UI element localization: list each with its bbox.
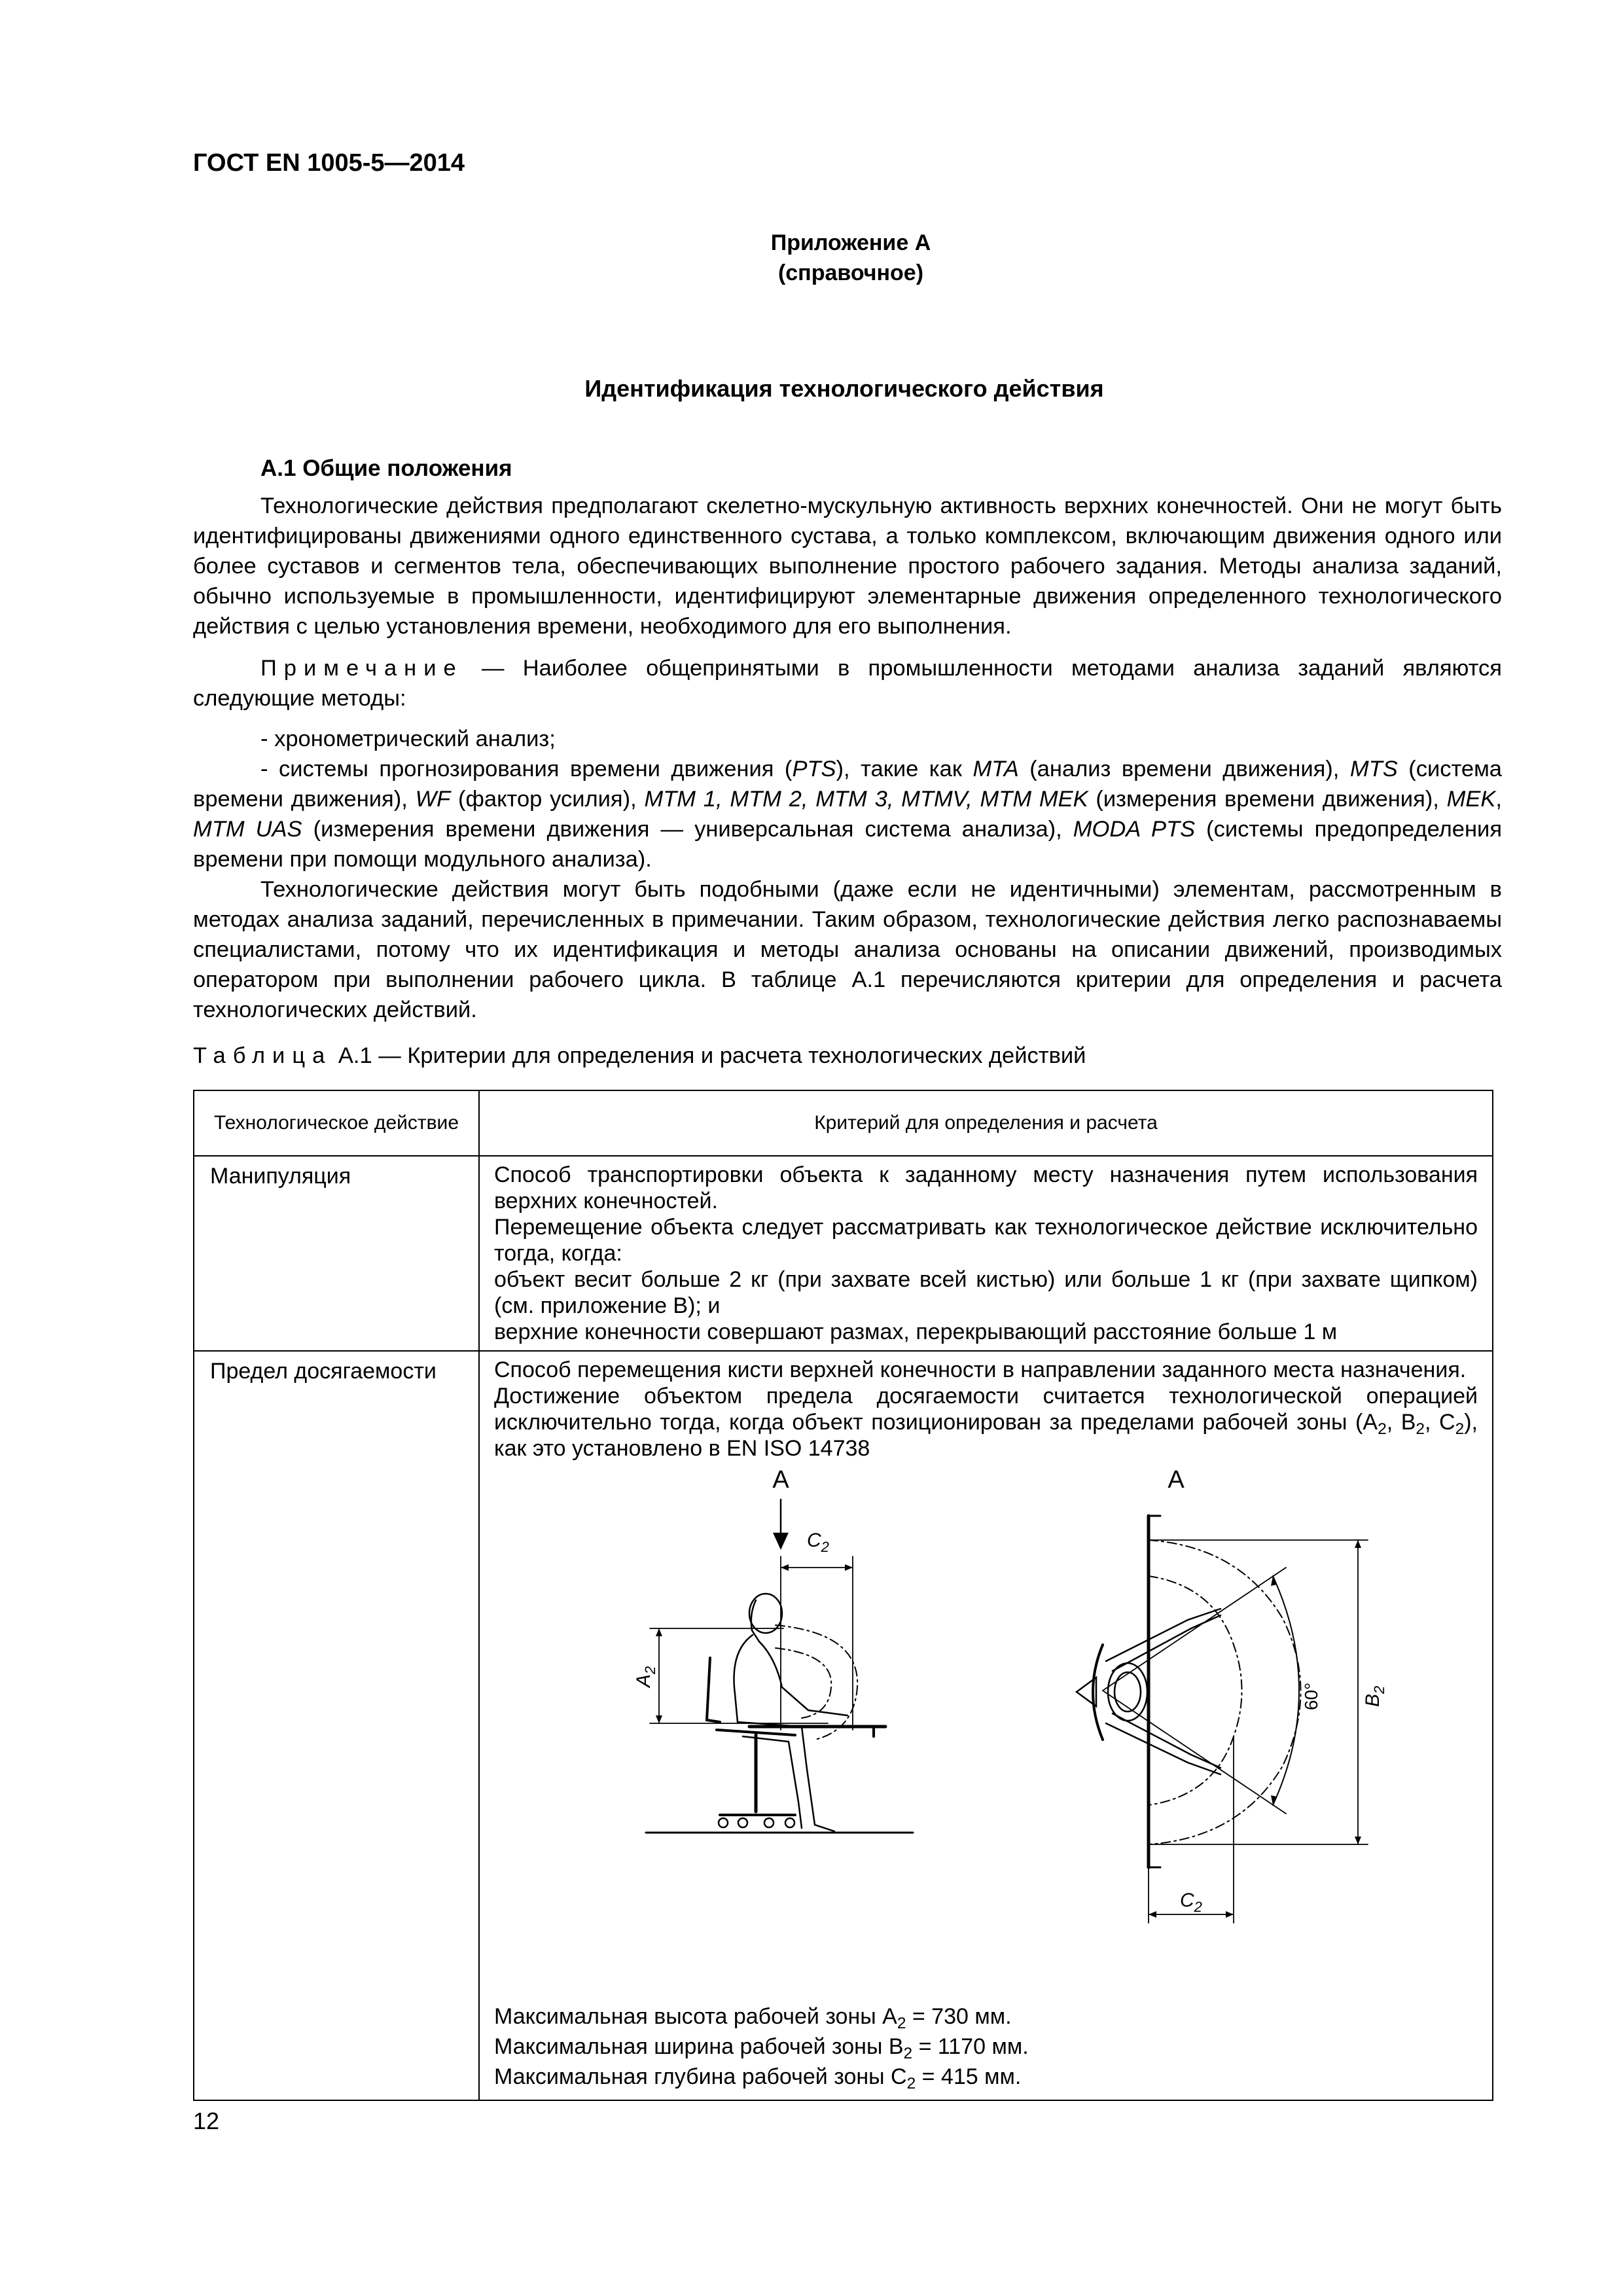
- note-text: — Наиболее общепринятыми в промышленности методами анализа заданий являются следующие методы:: [193, 656, 1502, 711]
- dim-width: [494, 2032, 1478, 2062]
- zone-b: B: [1400, 1410, 1416, 1435]
- dim-sub: 2: [897, 2014, 906, 2032]
- criteria-line: Способ транспортировки объекта к заданному месту назначения путем использования верхних конечностей.: [494, 1162, 1478, 1213]
- chair-wheel-icon: [738, 1818, 747, 1827]
- general-paragraph: [193, 491, 1502, 641]
- zone-dimensions: [494, 2001, 1478, 2094]
- abbr-mtm-uas: MTM UAS: [193, 817, 302, 842]
- back-icon: [734, 1635, 753, 1722]
- dim-c-symbol: C: [807, 1530, 821, 1551]
- cell-action: Манипуляция: [194, 1156, 479, 1351]
- arm-icon: [759, 1641, 847, 1715]
- left-arm-inner-icon: [1113, 1615, 1221, 1671]
- bullet-text: - системы прогнозирования времени движения (: [260, 757, 793, 781]
- dim-symbol: B: [888, 2034, 904, 2059]
- bullet-text: ), такие как: [836, 757, 973, 781]
- table-row: [194, 1156, 1493, 1351]
- chair-wheel-icon: [764, 1818, 774, 1827]
- header-action: Технологическое действие: [194, 1090, 479, 1156]
- abbr-pts: PTS: [792, 757, 836, 781]
- head-icon: [749, 1594, 782, 1633]
- dim-a-symbol: A: [633, 1674, 654, 1687]
- cell-action: Предел досягаемости: [194, 1351, 479, 2100]
- bullet-pts: [193, 754, 1502, 874]
- abbr-mts: MTS: [1349, 757, 1398, 781]
- inner-reach-arc: [776, 1648, 831, 1718]
- bullet-text: (анализ времени движения),: [1018, 757, 1350, 781]
- section-title: А.1 Общие положения: [260, 456, 512, 481]
- dim-c-label: [807, 1530, 829, 1555]
- zone-sep: ,: [1425, 1410, 1440, 1435]
- zone-sub: 2: [1416, 1420, 1425, 1438]
- inner-reach-arc: [1149, 1576, 1242, 1805]
- zone-a: A: [1363, 1410, 1378, 1435]
- note-label: Примечание: [260, 656, 463, 681]
- page-number: 12: [193, 2108, 220, 2134]
- angle-line-bottom: [1103, 1691, 1286, 1814]
- table-row: [194, 1351, 1493, 2100]
- right-arm-inner-icon: [1113, 1713, 1221, 1768]
- bullet-text: (измерения времени движения — универсальная система анализа),: [302, 817, 1073, 842]
- view-label-side: A: [772, 1466, 789, 1494]
- bullet-text: ,: [1495, 787, 1502, 812]
- chair-wheel-icon: [719, 1818, 728, 1827]
- angle-label: 60°: [1301, 1682, 1321, 1710]
- cell-criteria: [479, 1156, 1493, 1351]
- dim-text: Максимальная ширина рабочей зоны: [494, 2034, 889, 2059]
- dim-value: = 730 мм.: [906, 2004, 1012, 2029]
- criteria-line: [494, 1383, 1478, 1462]
- chair-back-icon: [707, 1658, 720, 1722]
- bullet-text: (измерения времени движения),: [1088, 787, 1447, 812]
- paragraph-3: Технологические действия могут быть подобными (даже если не идентичными) элементам, рассмотренным в методах анализа заданий, перечисленных в примечании. Таким образом, технологические действия легко распознаваемы специалистами, потому что их идентификация и методы анализа основаны на описании движений, производимых оператором при выполнении рабочего цикла. В таблице А.1 перечисляются критерии для определения и расчета технологических действий.: [193, 877, 1502, 1022]
- top-view: [1077, 1516, 1368, 1923]
- paragraph-1: Технологические действия предполагают скелетно-мускульную активность верхних конечностей. Они не могут быть идентифицированы движениями одного единственного сустава, а только комплексом, включающим движения одного или более суставов и сегментов тела, обеспечивающих выполнение простого рабочего задания. Методы анализа заданий, обычно используемые в промышленности, идентифицируют элементарные движения определенного технологического действия с целью установления времени, необходимого для его выполнения.: [193, 493, 1502, 639]
- dim-c-sub: 2: [821, 1539, 829, 1555]
- abbr-mta: MTA: [972, 757, 1019, 781]
- dim-depth: [494, 2062, 1478, 2092]
- annex-type: (справочное): [777, 260, 924, 285]
- header-criteria: Критерий для определения и расчета: [479, 1090, 1493, 1156]
- zone-sub: 2: [1455, 1420, 1465, 1438]
- standard-id: ГОСТ EN 1005-5—2014: [193, 149, 465, 177]
- criteria-text: Достижение объектом предела досягаемости считается технологической операцией исключительно тогда, когда объект позиционирован за пределами рабочей зоны (: [494, 1384, 1478, 1435]
- dim-c-top-symbol: C: [1180, 1890, 1194, 1911]
- criteria-line: Перемещение объекта следует рассматривать как технологическое действие исключительно тогда, когда:: [494, 1215, 1478, 1266]
- note-paragraph: [193, 653, 1502, 713]
- abbr-wf: WF: [415, 787, 451, 812]
- side-view: [646, 1499, 913, 1833]
- dim-c-top-sub: 2: [1194, 1899, 1202, 1915]
- dim-text: Максимальная глубина рабочей зоны: [494, 2064, 891, 2089]
- work-zone-figure: [494, 1462, 1478, 2001]
- dim-c-top-label: [1180, 1890, 1202, 1915]
- view-label-top: A: [1168, 1466, 1185, 1494]
- chair-wheel-icon: [785, 1818, 794, 1827]
- table-caption-label: Таблица: [193, 1043, 332, 1068]
- dim-value: = 415 мм.: [916, 2064, 1022, 2089]
- zone-sub: 2: [1378, 1420, 1387, 1438]
- dim-value: = 1170 мм.: [912, 2034, 1029, 2059]
- abbr-moda-pts: MODA PTS: [1073, 817, 1196, 842]
- dim-b-symbol: B: [1362, 1693, 1383, 1707]
- dim-symbol: C: [891, 2064, 907, 2089]
- criteria-table: [193, 1090, 1493, 2101]
- dim-a-label: [633, 1666, 658, 1689]
- zone-c: C: [1439, 1410, 1455, 1435]
- dim-text: Максимальная высота рабочей зоны: [494, 2004, 883, 2029]
- bullet-text: (системы предопределения времени при помощи модульного анализа).: [193, 817, 1503, 872]
- dim-b-label: [1362, 1686, 1387, 1707]
- methods-list: [193, 724, 1502, 1025]
- abbr-mtm: MTM 1, MTM 2, MTM 3, MTMV, MTM MEK: [644, 787, 1088, 812]
- shoulders-icon: [1093, 1645, 1103, 1740]
- dim-b-sub: 2: [1371, 1685, 1387, 1694]
- dim-height: [494, 2001, 1478, 2032]
- annex-title: Приложение А: [770, 230, 931, 255]
- zone-sep: ,: [1386, 1410, 1401, 1435]
- work-zone-drawing: [494, 1462, 1515, 2001]
- dim-sub: 2: [903, 2044, 913, 2062]
- table-caption-text: А.1 — Критерии для определения и расчета технологических действий: [332, 1043, 1086, 1068]
- bullet-chronometric: - хронометрический анализ;: [260, 726, 556, 751]
- view-arrow-icon: [774, 1534, 787, 1548]
- dim-a-sub: 2: [642, 1666, 658, 1674]
- left-arm-icon: [1106, 1609, 1221, 1661]
- outer-reach-arc: [1149, 1540, 1301, 1844]
- dim-symbol: A: [882, 2004, 897, 2029]
- bullet-text: (фактор усилия),: [450, 787, 645, 812]
- page-title: Идентификация технологического действия: [584, 375, 1104, 402]
- bullet-text: (система времени движения),: [193, 757, 1502, 812]
- criteria-line: объект весит больше 2 кг (при захвате всей кистью) или больше 1 кг (при захвате щипком) (см. приложение В); и: [494, 1267, 1478, 1318]
- table-header-row: [194, 1090, 1493, 1156]
- cell-criteria: [479, 1351, 1493, 2100]
- criteria-line: верхние конечности совершают размах, перекрывающий расстояние больше 1 м: [494, 1319, 1338, 1344]
- note-block: [193, 653, 1502, 713]
- abbr-mek: MEK: [1446, 787, 1496, 812]
- criteria-line: Способ перемещения кисти верхней конечности в направлении заданного места назначения.: [494, 1357, 1467, 1382]
- head-inner-icon: [1115, 1672, 1141, 1712]
- criteria-text: ), как это установлено в EN ISO 14738: [494, 1410, 1478, 1461]
- dim-sub: 2: [906, 2074, 916, 2092]
- table-caption: [193, 1043, 1086, 1069]
- reach-arc: [776, 1625, 857, 1740]
